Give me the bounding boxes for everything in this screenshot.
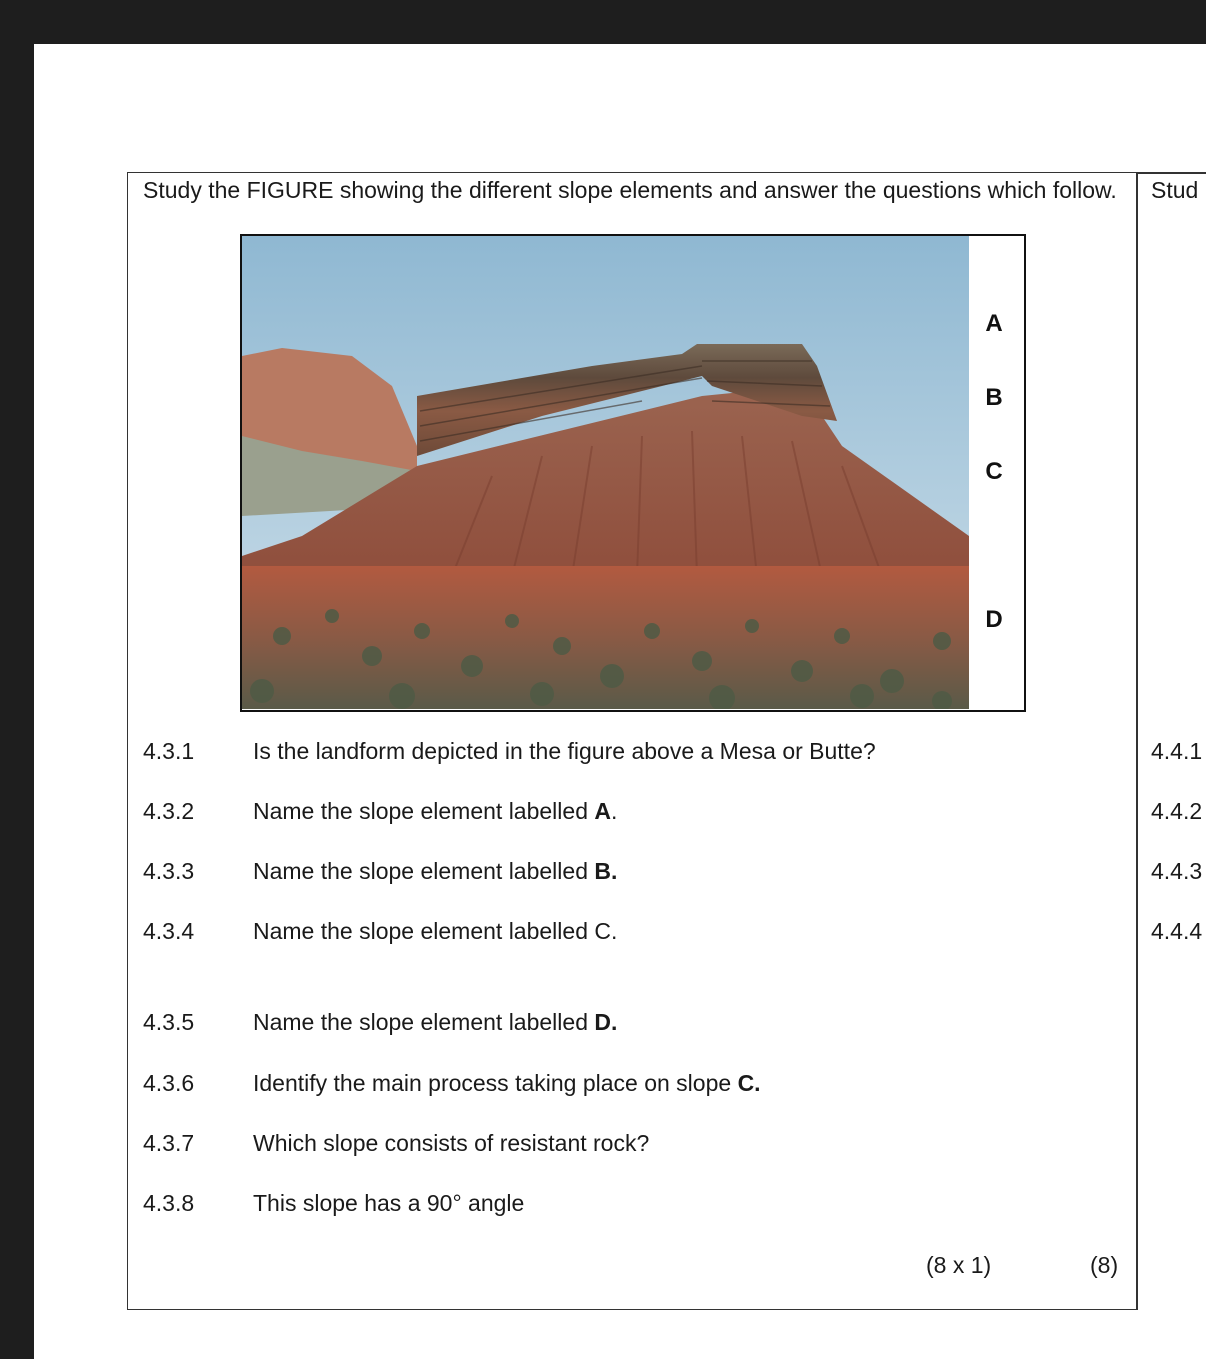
marks-total: (8) <box>1090 1252 1119 1278</box>
side-question-number: 4.4.1 <box>1151 738 1203 764</box>
question-text: Name the slope element labelled B. <box>253 858 618 884</box>
side-column-intro: Stud <box>1151 177 1199 203</box>
mesa-photo <box>242 236 969 709</box>
question-number: 4.3.7 <box>143 1130 195 1156</box>
question-number: 4.3.2 <box>143 798 195 824</box>
side-question-number: 4.4.4 <box>1151 918 1203 944</box>
question-number: 4.3.8 <box>143 1190 195 1216</box>
slope-elements-figure <box>240 234 1026 712</box>
figure-label-d: D <box>985 606 1003 633</box>
figure-label-a: A <box>985 310 1003 337</box>
question-text: Name the slope element labelled A. <box>253 798 618 824</box>
marks-calculation: (8 x 1) <box>926 1252 992 1278</box>
viewer-top-bar <box>0 0 1206 44</box>
question-number: 4.3.6 <box>143 1070 195 1096</box>
viewer-left-bar <box>0 0 34 1359</box>
question-intro: Study the FIGURE showing the different slope elements and answer the questions which follow. <box>143 177 1117 203</box>
question-text: Which slope consists of resistant rock? <box>253 1130 650 1156</box>
side-question-number: 4.4.2 <box>1151 798 1203 824</box>
column-divider <box>1136 172 1138 1310</box>
figure-label-b: B <box>985 384 1003 411</box>
side-question-number: 4.4.3 <box>1151 858 1203 884</box>
question-text: Identify the main process taking place on slope C. <box>253 1070 761 1096</box>
question-number: 4.3.5 <box>143 1009 195 1035</box>
question-number: 4.3.3 <box>143 858 195 884</box>
question-text: Name the slope element labelled C. <box>253 918 618 944</box>
question-text: Name the slope element labelled D. <box>253 1009 618 1035</box>
question-text: This slope has a 90° angle <box>253 1190 525 1216</box>
question-number: 4.3.1 <box>143 738 195 764</box>
figure-label-c: C <box>985 458 1003 485</box>
side-column-top-border <box>1136 172 1206 174</box>
question-number: 4.3.4 <box>143 918 195 944</box>
question-text: Is the landform depicted in the figure above a Mesa or Butte? <box>253 738 876 764</box>
